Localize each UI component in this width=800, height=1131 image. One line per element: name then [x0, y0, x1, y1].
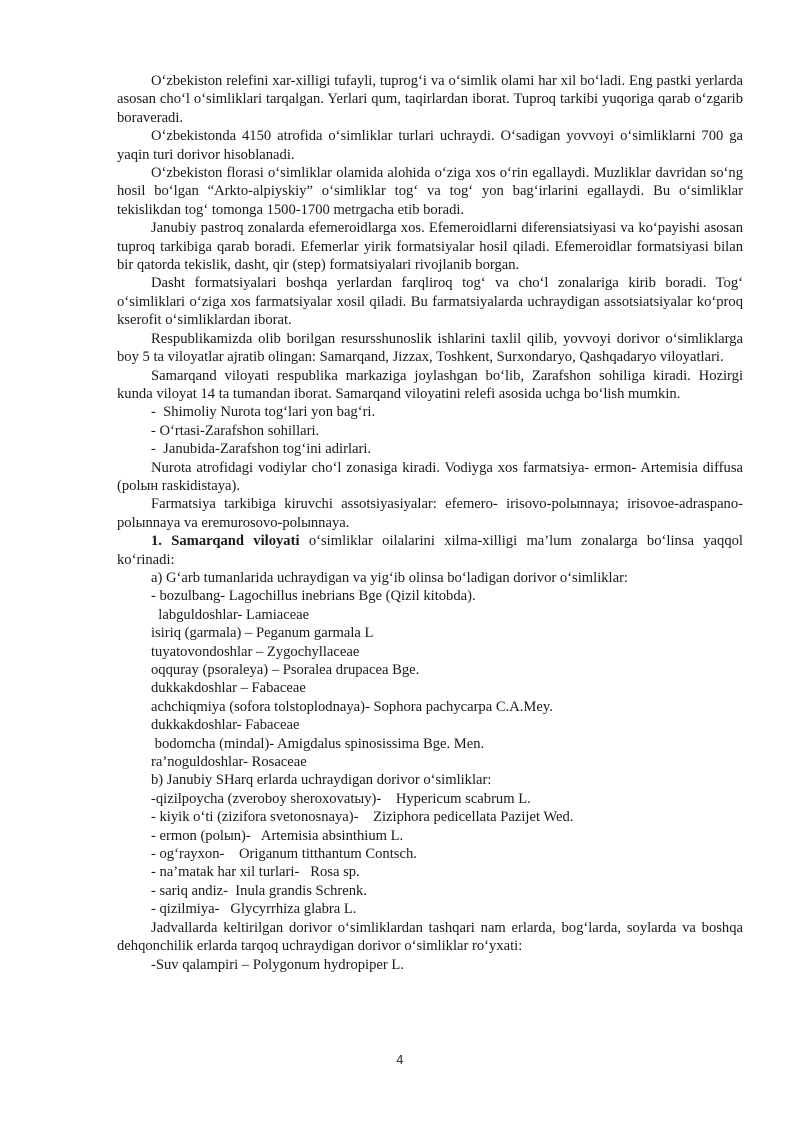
paragraph-relief: O‘zbekiston relefini xar-xilligi tufayli, tuprog‘i va o‘simlik olami har xil bo‘ladi. Eng pastki yerlarda asosan cho‘l o‘simliklari tarqalgan. Yerlari qum, taqirlardan iborat. Tuproq tarkibi yuqoriga qarab o‘zgarib boraveradi.: [117, 73, 743, 126]
paragraph-flora: O‘zbekiston florasi o‘simliklar olamida alohida o‘ziga xos o‘rin egallaydi. Muzliklar davridan so‘ng hosil bo‘lgan “Arkto-alpiyskiy” o‘simliklar tog‘ va tog‘ yon bag‘irlarini egallaydi. Bu o‘simliklar tekislikdan tog‘ tomonga 1500-1700 metrgacha etib boradi.: [117, 165, 743, 218]
paragraph-nurota: Nurota atrofidagi vodiylar cho‘l zonasiga kiradi. Vodiyga xos farmatsiya- ermon- Artemisia diffusa (polын raskidistaya).: [117, 459, 743, 494]
list-item: - qizilmiya- Glycyrrhiza glabra L.: [151, 901, 357, 918]
list-item: - na’matak har xil turlari- Rosa sp.: [151, 864, 360, 881]
list-item: tuyatovondoshlar – Zygochyllaceae: [151, 643, 360, 660]
list-item: ra’noguldoshlar- Rosaceae: [151, 754, 307, 771]
list-item: dukkakdoshlar- Fabaceae: [151, 717, 300, 734]
page-number: 4: [396, 1053, 404, 1067]
list-item: - O‘rtasi-Zarafshon sohillari.: [151, 422, 320, 439]
list-item: - kiyik o‘ti (zizifora svetonosnaya)- Ziziphora pedicellata Pazijet Wed.: [151, 809, 574, 826]
list-item: - Shimoliy Nurota tog‘lari yon bag‘ri.: [151, 404, 376, 421]
list-item: oqquray (psoraleya) – Psoralea drupacea Bge.: [151, 662, 420, 678]
list-item: bodomcha (mindal)- Amigdalus spinosissima Bge. Men.: [151, 735, 485, 752]
list-item: -Suv qalampiri – Polygonum hydropiper L.: [151, 956, 404, 973]
list-item: achchiqmiya (sofora tolstoplodnaya)- Sophora pachycarpa C.A.Mey.: [151, 698, 553, 715]
list-item: - sariq andiz- Inula grandis Schrenk.: [151, 882, 367, 899]
list-item: labguldoshlar- Lamiaceae: [151, 606, 310, 623]
paragraph-closing: Jadvallarda keltirilgan dorivor o‘simliklardan tashqari nam erlarda, bog‘larda, soylarda va boshqa dehqonchilik erlarda tarqoq uchraydigan dorivor o‘simliklar ro‘yxati:: [117, 919, 743, 955]
list-item: - Janubida-Zarafshon tog‘ini adirlari.: [151, 441, 372, 458]
paragraph-steppe: Dasht formatsiyalari boshqa yerlardan farqliroq tog‘ va cho‘l zonalariga kirib boradi. Tog‘ o‘simliklari o‘ziga xos farmatsiyalar xosil qiladi. Bu farmatsiyalarda uchraydigan assotsiatsiyalar ko‘proq kserofit o‘simliklardan iborat.: [117, 275, 743, 329]
list-item: - bozulbang- Lagochillus inebrians Bge (Qizil kitobda).: [151, 588, 476, 605]
list-item: dukkakdoshlar – Fabaceae: [151, 680, 306, 697]
section-heading: 1. Samarqand viloyati: [151, 533, 300, 550]
list-item: isiriq (garmala) – Peganum garmala L: [151, 625, 374, 642]
paragraph-samarqand: [117, 532, 743, 569]
list-item: -qizilpoycha (zveroboy sheroxovatыy)- Hypericum scabrum L.: [151, 790, 531, 807]
document-page: [117, 72, 743, 974]
paragraph-ephemeroids: Janubiy pastroq zonalarda efemeroidlarga xos. Efemeroidlarni diferensiatsiyasi va ko‘payishi asosan tuproq tarkibiga qarab boradi. Efemerlar yirik formatsiyalar hosil qiladi. Efemeroidlar formatsiyasi bilan bir qatorda tekislik, dasht, qir (step) formatsiyalari rivojlanib borgan.: [117, 220, 743, 274]
list-item: - ermon (polыn)- Artemisia absinthium L.: [151, 827, 404, 844]
paragraph-regions: Respublikamizda olib borilgan resursshunoslik ishlarini taxlil qilib, yovvoyi dorivor o‘simliklarga boy 5 ta viloyatlar ajratib olingan: Samarqand, Jizzax, Toshkent, Surxondaryo, Qashqadaryo viloyatlari.: [117, 330, 743, 366]
paragraph-samarqand-relief: Samarqand viloyati respublika markaziga joylashgan bo‘lib, Zarafshon sohiliga kiradi. Hozirgi kunda viloyat 14 ta tumandan iborat. Samarqand viloyatini relefi asosida uchga bo‘lish mumkin.: [117, 367, 743, 402]
section-text: o‘simliklar oilalarini xilma-xilligi ma’lum zonalarga bo‘linsa yaqqol ko‘rinadi:: [117, 533, 743, 568]
subheading-east: b) Janubiy SHarq erlarda uchraydigan dorivor o‘simliklar:: [151, 772, 492, 789]
paragraph-species-count: O‘zbekistonda 4150 atrofida o‘simliklar turlari uchraydi. O‘sadigan yovvoyi o‘simliklarni 700 ga yaqin turi dorivor hisoblanadi.: [117, 128, 743, 163]
list-item: - og‘rayxon- Origanum titthantum Contsch.: [151, 846, 417, 863]
paragraph-farmatsiya: Farmatsiya tarkibiga kiruvchi assotsiyasiyalar: efemero- irisovo-polыnnaya; irisovoe-adraspano-polыnnaya va eremurosovo-polыnnaya.: [117, 496, 743, 531]
subheading-west: a) G‘arb tumanlarida uchraydigan va yig‘ib olinsa bo‘ladigan dorivor o‘simliklar:: [151, 569, 628, 586]
